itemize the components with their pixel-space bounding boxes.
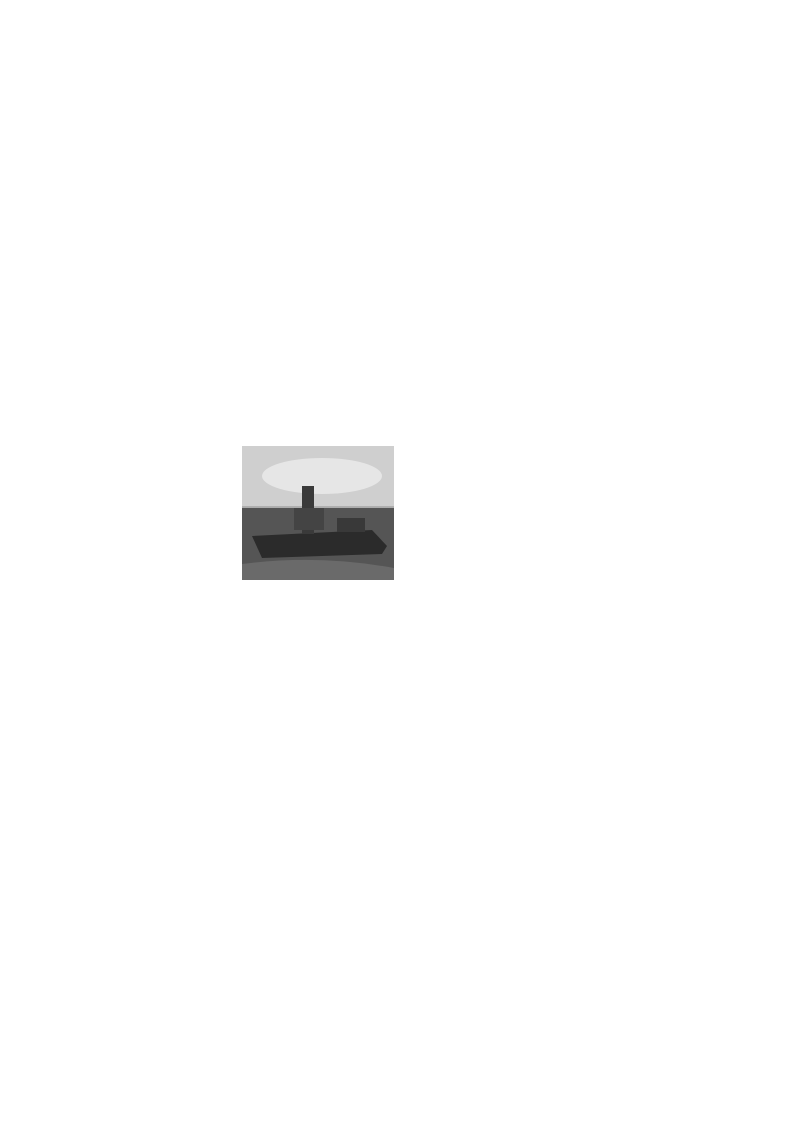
figure — [242, 441, 562, 581]
drill-ship-drawing — [242, 446, 394, 580]
drill-ship-photo — [242, 446, 394, 580]
seismic-wave-chart — [402, 441, 562, 581]
